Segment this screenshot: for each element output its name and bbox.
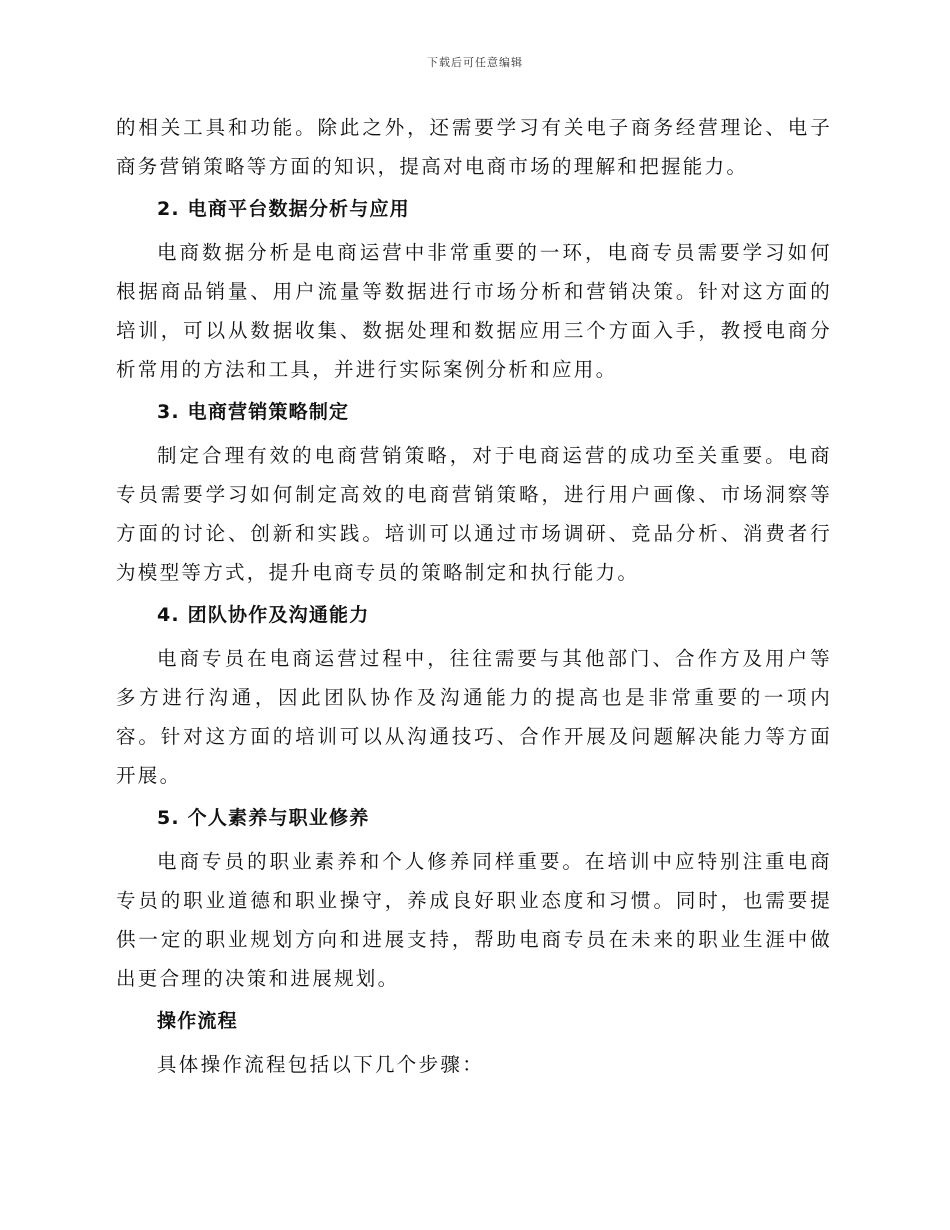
paragraph-teamwork: 电商专员在电商运营过程中，往往需要与其他部门、合作方及用户等多方进行沟通，因此团队协作及沟通能力的提高也是非常重要的一项内容。针对这方面的培训可以从沟通技巧、合作开展及问题解决能力等方面开展。 [116,647,832,787]
section-heading-data-analysis: 2. 电商平台数据分析与应用 [157,198,410,220]
paragraph-data-analysis: 电商数据分析是电商运营中非常重要的一环，电商专员需要学习如何根据商品销量、用户流量等数据进行市场分析和营销决策。针对这方面的培训，可以从数据收集、数据处理和数据应用三个方面入手，教授电商分析常用的方法和工具，并进行实际案例分析和应用。 [116,241,832,381]
page-header-note: 下载后可任意编辑 [427,56,523,69]
paragraph-professionalism: 电商专员的职业素养和个人修养同样重要。在培训中应特别注重电商专员的职业道德和职业操守，养成良好职业态度和习惯。同时，也需要提供一定的职业规划方向和进展支持，帮助电商专员在未来的职业生涯中做出更合理的决策和进展规划。 [116,850,832,990]
paragraph-marketing-strategy: 制定合理有效的电商营销策略，对于电商运营的成功至关重要。电商专员需要学习如何制定高效的电商营销策略，进行用户画像、市场洞察等方面的讨论、创新和实践。培训可以通过市场调研、竞品分析、消费者行为模型等方式，提升电商专员的策略制定和执行能力。 [116,444,832,584]
section-heading-procedure: 操作流程 [157,1010,238,1032]
paragraph-procedure: 具体操作流程包括以下几个步骤： [157,1053,485,1076]
paragraph-continued: 的相关工具和功能。除此之外，还需要学习有关电子商务经营理论、电子商务营销策略等方面的知识，提高对电商市场的理解和把握能力。 [116,116,832,178]
section-heading-marketing-strategy: 3. 电商营销策略制定 [157,401,350,423]
document-body [116,108,832,1084]
section-heading-professionalism: 5. 个人素养与职业修养 [157,807,370,829]
section-heading-teamwork: 4. 团队协作及沟通能力 [157,604,370,626]
